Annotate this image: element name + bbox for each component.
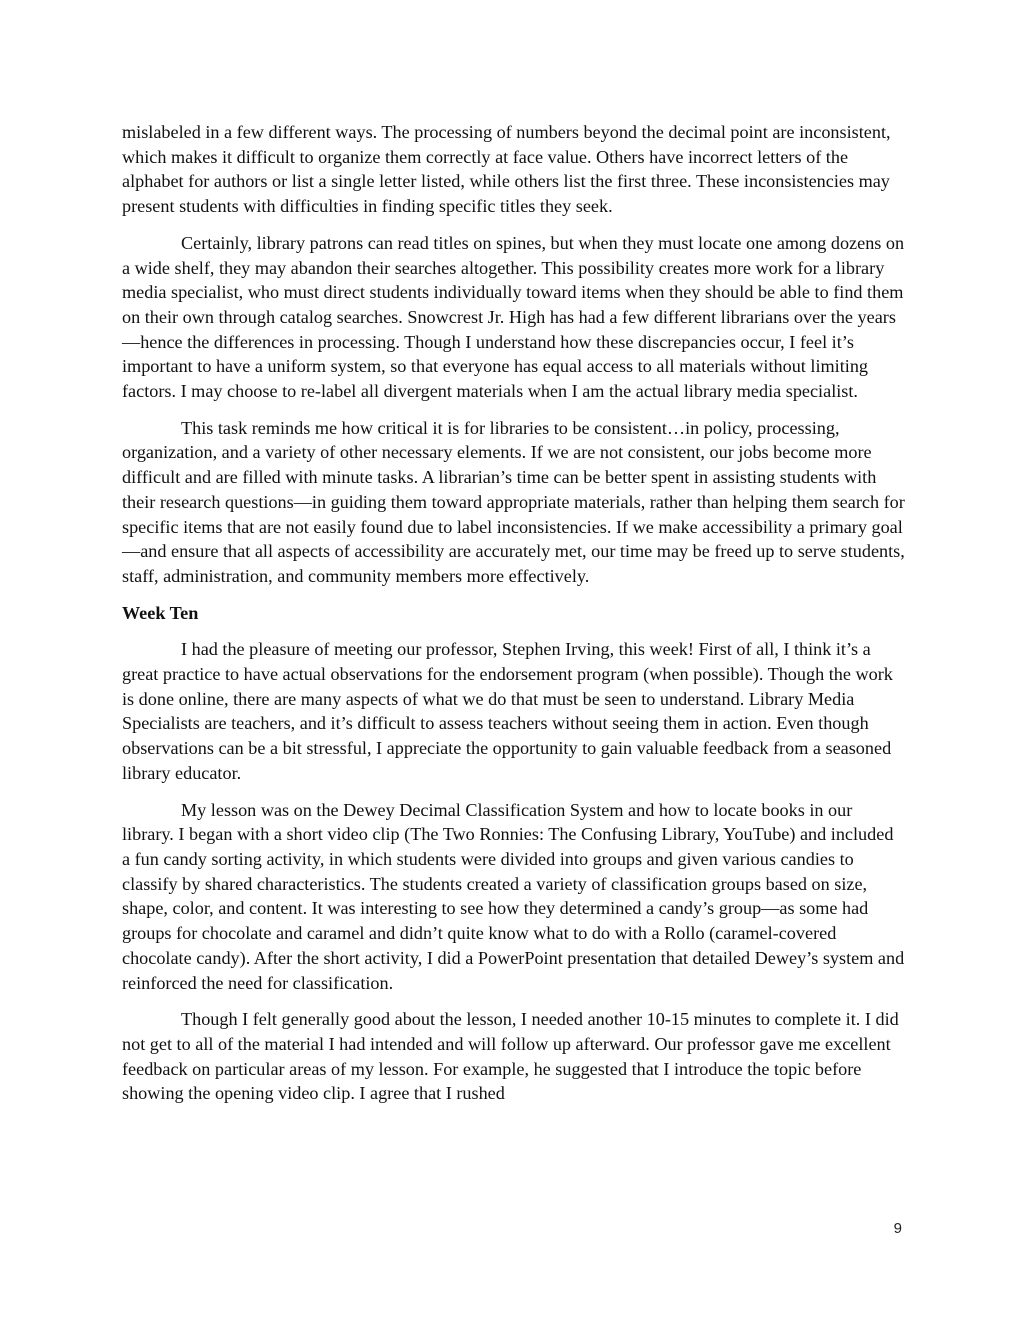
paragraph-library-patrons: Certainly, library patrons can read titles on spines, but when they must locate one among dozens on a wide shelf, they may abandon their searches altogether. This possibility creates more work for a library media specialist, who must direct students individually toward items when they should be able to find them on their own through catalog searches. Snowcrest Jr. High has had a few different librarians over the years—hence the differences in processing. Though I understand how these discrepancies occur, I feel it’s important to have a uniform system, so that everyone has equal access to all materials without limiting factors. I may choose to re-label all divergent materials when I am the actual library media specialist. — [122, 232, 905, 402]
paragraph-professor-visit: I had the pleasure of meeting our professor, Stephen Irving, this week! First of all, I think it’s a great practice to have actual observations for the endorsement program (when possible). Though the work is done online, there are many aspects of what we do that must be seen to understand. Library Media Specialists are teachers, and it’s difficult to assess teachers without seeing them in action. Even though observations can be a bit stressful, I appreciate the opportunity to gain valuable feedback from a seasoned library educator. — [122, 639, 893, 783]
document-page — [122, 120, 906, 1118]
page-number: 9 — [893, 1220, 902, 1237]
paragraph-lesson-feedback: Though I felt generally good about the lesson, I needed another 10-15 minutes to complete it. I did not get to all of the material I had intended and will follow up afterward. Our professor gave me excellent feedback on particular areas of my lesson. For example, he suggested that I introduce the topic before showing the opening video clip. I agree that I rushed — [122, 1009, 899, 1104]
paragraph-dewey-lesson: My lesson was on the Dewey Decimal Classification System and how to locate books in our library. I began with a short video clip (The Two Ronnies: The Confusing Library, YouTube) and included a fun candy sorting activity, in which students were divided into groups and given various candies to classify by shared characteristics. The students created a variety of classification groups based on size, shape, color, and content. It was interesting to see how they determined a candy’s group—as some had groups for chocolate and caramel and didn’t quite know what to do with a Rollo (caramel-covered chocolate candy). After the short activity, I did a PowerPoint presentation that detailed Dewey’s system and reinforced the need for classification. — [122, 799, 905, 993]
section-heading-week-ten: Week Ten — [122, 602, 199, 623]
paragraph-consistency: This task reminds me how critical it is for libraries to be consistent…in policy, processing, organization, and a variety of other necessary elements. If we are not consistent, our jobs become more difficult and are filled with minute tasks. A librarian’s time can be better spent in assisting students with their research questions—in guiding them toward appropriate materials, rather than helping them search for specific items that are not easily found due to label inconsistencies. If we make accessibility a primary goal—and ensure that all aspects of accessibility are accurately met, our time may be freed up to serve students, staff, administration, and community members more effectively. — [122, 417, 905, 586]
paragraph-continued: mislabeled in a few different ways. The processing of numbers beyond the decimal point are inconsistent, which makes it difficult to organize them correctly at face value. Others have incorrect letters of the alphabet for authors or list a single letter listed, while others list the first three. These inconsistencies may present students with difficulties in finding specific titles they seek. — [122, 122, 891, 217]
